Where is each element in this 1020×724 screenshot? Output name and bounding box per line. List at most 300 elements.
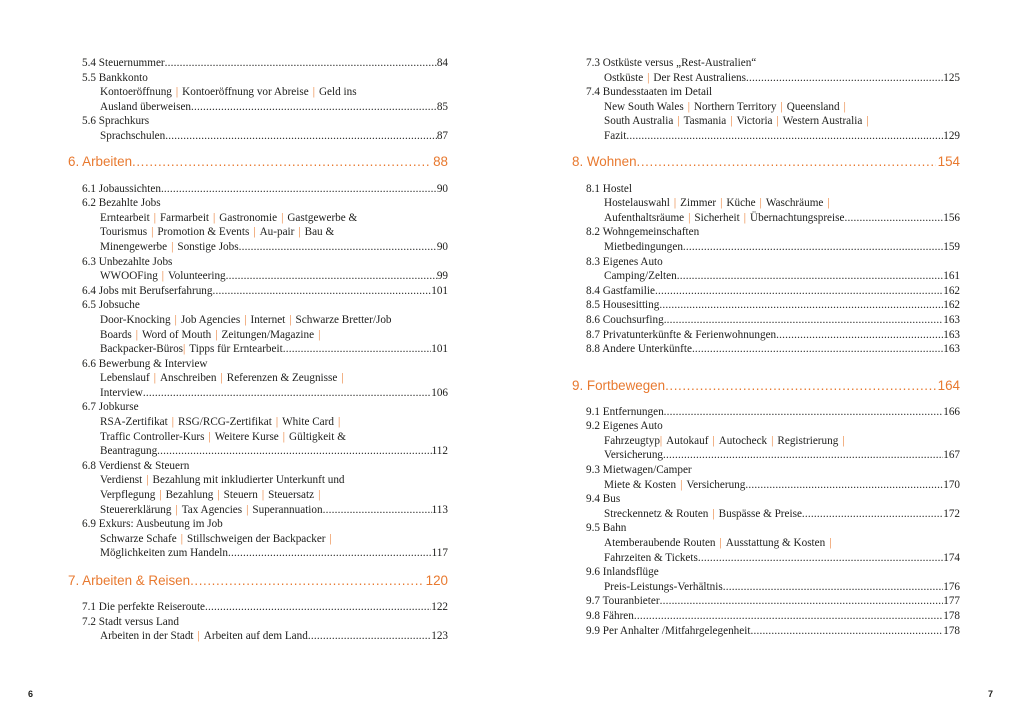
dot-leader [692,342,943,357]
entry-topic: Steuern [223,489,258,502]
toc-entry [586,521,960,536]
separator-bar: | [719,537,722,550]
separator-bar: | [659,434,663,447]
toc-entry[interactable] [586,342,960,357]
toc-entry[interactable] [586,609,960,624]
entry-text [100,240,239,255]
entry-text [586,624,750,639]
separator-bar: | [183,343,186,356]
entry-topic: Schwarze Bretter/Job [295,313,392,326]
toc-subentry[interactable] [586,551,960,566]
toc-subentry[interactable] [586,478,960,493]
dot-leader [659,298,943,313]
entry-page-number: 156 [943,211,960,224]
separator-bar: | [217,489,220,502]
toc-entry[interactable] [82,182,448,197]
entry-text [586,255,663,270]
entry-text [604,71,746,86]
entry-topic: Hostelauswahl [604,197,670,210]
toc-subentry[interactable] [82,240,448,255]
entry-text [82,400,139,415]
entry-page-number: 161 [943,270,960,283]
entry-topic: Anschreiben [159,372,217,385]
entry-page-number: 90 [436,182,448,195]
toc-subentry[interactable] [586,448,960,463]
separator-bar: | [341,372,344,385]
separator-bar: | [318,489,321,502]
chapter-heading[interactable] [572,378,960,393]
entry-text [604,448,663,463]
entry-topic: Kontoeröffnung [100,86,172,99]
toc-entry [82,196,448,211]
toc-subentry[interactable] [82,100,448,115]
entry-topic: New South Wales [604,100,684,113]
entry-page-number: 166 [943,405,960,418]
entry-text [100,225,334,240]
entry-topic: Weitere Kurse [214,430,279,443]
entry-topic: Preis-Leistungs-Verhältnis [604,580,723,593]
entry-topic: Camping/Zelten [604,270,677,283]
toc-column [572,56,960,638]
separator-bar: | [759,197,762,210]
entry-text [82,284,213,299]
separator-bar: | [146,474,149,487]
entry-topic: Steuererklärung [100,503,172,516]
separator-bar: | [743,211,747,224]
entry-topic: Traffic Controller-Kurs [100,430,205,443]
entry-text [586,182,632,197]
entry-topic: Arbeiten auf dem Land [203,630,308,643]
separator-bar: | [843,100,846,113]
separator-bar: | [171,416,174,429]
entry-page-number: 170 [943,478,960,491]
entry-topic: 7.1 Die perfekte Reiseroute [82,601,206,613]
toc-entry [82,517,448,532]
dot-leader [750,624,943,639]
separator-bar: | [647,71,650,84]
dot-leader [283,342,432,357]
entry-topic: Tourismus [100,226,148,239]
separator-bar: | [776,115,779,128]
entry-topic: Waschräume [765,197,824,210]
entry-topic: Tax Agencies [181,503,243,516]
entry-topic: 8.6 Couchsurfing [586,313,664,326]
entry-topic: Boards [100,328,132,341]
toc-subentry [82,328,448,343]
entry-topic: Sicherheit [694,211,740,224]
toc-subentry [82,430,448,445]
toc-subentry [586,196,960,211]
toc-entry[interactable] [82,284,448,299]
entry-text [82,459,189,474]
entry-page-number: 122 [431,601,448,613]
toc-entry [82,459,448,474]
entry-text [100,629,308,644]
toc-subentry[interactable] [586,211,960,226]
entry-text [100,503,323,518]
chapter-title: 8. Wohnen [572,153,637,169]
entry-topic: 6.9 Exkurs: Ausbeutung im Job [82,518,223,531]
dot-leader [665,378,936,393]
entry-text [586,521,626,536]
entry-topic: 9.5 Bahn [586,522,627,535]
toc-entry [586,56,960,71]
entry-text [100,415,344,430]
entry-topic: 6.1 Jobaussichten [82,182,161,195]
entry-topic: 6.6 Bewerbung & Interview [82,357,208,370]
toc-subentry[interactable] [586,269,960,284]
entry-text [82,71,148,86]
chapter-title: 9. Fortbewegen [572,377,666,393]
toc-subentry [82,532,448,547]
separator-bar: | [712,507,715,520]
entry-topic: Beantragung [100,445,158,458]
entry-text [100,269,226,284]
separator-bar: | [175,86,179,99]
toc-entry [586,565,960,580]
dot-leader [626,129,943,144]
dot-leader [132,154,431,169]
entry-topic: 8.5 Housesitting [586,299,660,312]
entry-topic: Versicherung [604,449,664,462]
entry-text [604,240,683,255]
toc-entry[interactable] [82,56,448,71]
entry-page-number: 112 [431,445,448,458]
entry-topic: Aufenthaltsräume [604,211,685,224]
entry-topic: Gastronomie [219,211,278,224]
toc-subentry[interactable] [82,129,448,144]
dot-leader [655,284,943,299]
entry-topic: Ausland überweisen [100,100,192,113]
entry-text [604,269,677,284]
entry-topic: 8.7 Privatunterkünfte & Ferienwohnungen [586,328,777,341]
dot-leader [802,507,943,522]
entry-topic: Streckennetz & Routen [604,507,709,520]
separator-bar: | [281,211,284,224]
separator-bar: | [829,537,832,550]
toc-subentry[interactable] [82,503,448,518]
entry-page-number: 101 [431,343,448,356]
entry-topic: 9.8 Fähren [586,610,634,622]
separator-bar: | [215,328,218,341]
toc-subentry[interactable] [586,507,960,522]
separator-bar: | [180,532,183,545]
entry-topic: WWOOFing [100,270,158,283]
entry-topic: Steuersatz [268,489,315,502]
entry-page-number: 90 [436,240,448,253]
entry-topic: Gültigkeit & [289,430,346,443]
entry-topic: Verpflegung [100,489,156,502]
separator-bar: | [680,478,683,491]
toc-entry [82,71,448,86]
entry-topic: Sonstige Jobs [177,240,239,253]
separator-bar: | [244,313,247,326]
entry-topic: Sprachschulen [100,129,166,142]
dot-leader [698,551,943,566]
separator-bar: | [780,100,783,113]
separator-bar: | [298,226,301,239]
separator-bar: | [337,416,341,429]
entry-text [604,478,745,493]
entry-topic: Registrierung [777,434,839,447]
toc-entry[interactable] [586,405,960,420]
entry-text [586,284,655,299]
chapter-heading[interactable] [68,573,448,588]
dot-leader [143,386,431,401]
entry-text [82,298,140,313]
entry-page-number: 84 [436,57,448,69]
entry-topic: 5.5 Bankkonto [82,71,148,84]
entry-text [82,357,208,372]
entry-text [100,85,357,100]
toc-entry [586,492,960,507]
entry-text [586,609,634,624]
entry-topic: White Card [282,416,334,429]
separator-bar: | [246,503,249,516]
toc-entry[interactable] [586,594,960,609]
entry-text [604,580,723,595]
entry-topic: 9.9 Per Anhalter /Mitfahrgelegenheit [586,624,751,637]
separator-bar: | [220,372,223,385]
entry-topic: Victoria [736,115,773,128]
entry-text [586,313,664,328]
toc-entry[interactable] [586,328,960,343]
dot-leader [660,594,944,609]
toc-subentry [82,488,448,503]
dot-leader [165,56,437,71]
entry-text [586,405,664,420]
toc-subentry[interactable] [586,240,960,255]
separator-bar: | [329,532,332,545]
entry-page-number: 129 [943,129,960,142]
dot-leader [157,444,431,459]
entry-page-number: 101 [431,284,448,297]
dot-leader [663,448,943,463]
entry-text [82,56,165,71]
entry-topic: Der Rest Australiens [653,71,746,84]
toc-entry[interactable] [586,298,960,313]
entry-text [82,517,223,532]
toc-entry[interactable] [82,600,448,615]
entry-text [100,430,346,445]
entry-page-number: 117 [431,547,448,560]
entry-topic: 7.2 Stadt versus Land [82,615,179,628]
entry-text [586,225,699,240]
entry-page-number: 106 [431,386,448,399]
separator-bar: | [213,211,216,224]
toc-subentry [82,313,448,328]
entry-text [586,419,663,434]
toc-entry [82,255,448,270]
entry-text [100,488,324,503]
entry-topic: Kontoeröffnung vor Abreise [182,86,309,99]
chapter-page-number: 88 [433,153,448,169]
separator-bar: | [312,86,315,99]
dot-leader [664,405,944,420]
entry-page-number: 163 [943,343,960,356]
entry-page-number: 99 [436,270,448,283]
entry-text [82,114,149,129]
toc-entry [586,182,960,197]
entry-topic: Northern Territory [693,100,777,113]
entry-text [586,56,756,71]
entry-topic: Ostküste [604,71,644,84]
entry-text [82,600,205,615]
separator-bar: | [771,434,774,447]
dot-leader [776,328,943,343]
dot-leader [190,573,424,588]
entry-page-number: 167 [943,449,960,462]
entry-page-number: 87 [436,129,448,142]
entry-topic: 9.2 Eigenes Auto [586,420,663,433]
dot-leader [746,71,943,86]
entry-topic: Atemberaubende Routen [604,537,716,550]
separator-bar: | [318,328,321,341]
dot-leader [191,100,437,115]
entry-topic: 8.8 Andere Unterkünfte [586,343,692,356]
entry-topic: Zimmer [680,197,717,210]
toc-entry[interactable] [586,624,960,639]
entry-topic: Bezahlung [165,489,214,502]
entry-topic: Zeitungen/Magazine [221,328,315,341]
entry-topic: Erntearbeit [100,211,150,224]
entry-text [604,551,698,566]
separator-bar: | [687,100,690,113]
entry-topic: Geld ins [318,86,357,99]
dot-leader [308,629,431,644]
entry-page-number: 178 [943,624,960,637]
entry-text [586,298,659,313]
separator-bar: | [866,115,869,128]
entry-topic: Farmarbeit [159,211,210,224]
entry-topic: 6.7 Jobkurse [82,401,139,414]
entry-topic: 6.4 Jobs mit Berufserfahrung [82,284,213,297]
entry-topic: Miete & Kosten [604,478,677,491]
separator-bar: | [208,430,211,443]
toc-entry[interactable] [586,284,960,299]
entry-page-number: 162 [943,299,960,312]
toc-subentry[interactable] [586,580,960,595]
toc-entry [586,225,960,240]
dot-leader [165,129,437,144]
dot-leader [637,154,936,169]
dot-leader [664,313,944,328]
entry-topic: Lebenslauf [100,372,150,385]
entry-topic: 5.4 Steuernummer [82,57,165,69]
entry-page-number: 85 [436,100,448,113]
toc-entry [586,419,960,434]
entry-page-number: 172 [943,507,960,520]
separator-bar: | [153,211,156,224]
entry-text [586,463,692,478]
dot-leader [634,609,943,624]
toc-subentry [586,100,960,115]
entry-topic: 7.3 Ostküste versus „Rest-Australien“ [586,57,757,69]
entry-topic: Internet [250,313,286,326]
entry-topic: Minengewerbe [100,240,168,253]
entry-topic: Mietbedingungen [604,240,683,253]
dot-leader [161,182,437,197]
chapter-page-number: 164 [937,377,960,393]
toc-subentry[interactable] [586,129,960,144]
entry-topic: Interview [100,386,143,399]
entry-topic: Referenzen & Zeugnisse [226,372,338,385]
entry-topic: 5.6 Sprachkurs [82,115,150,128]
entry-topic: Tipps für Erntearbeit [189,343,283,356]
toc-subentry[interactable] [586,71,960,86]
entry-text [604,129,626,144]
toc-entry[interactable] [586,313,960,328]
toc-subentry[interactable] [82,269,448,284]
chapter-title: 7. Arbeiten & Reisen [68,573,191,588]
dot-leader [677,269,944,284]
chapter-page-number: 120 [425,573,448,588]
toc-subentry[interactable] [82,386,448,401]
entry-topic: 9.4 Bus [586,493,621,506]
dot-leader [844,211,943,226]
separator-bar: | [174,313,177,326]
separator-bar: | [673,197,677,210]
dot-leader [205,600,431,615]
chapter-heading[interactable] [572,154,960,169]
toc-subentry[interactable] [82,444,448,459]
entry-topic: Versicherung [686,478,746,491]
entry-text [100,313,392,328]
toc-entry [586,255,960,270]
toc-subentry [586,114,960,129]
toc-column [68,56,448,644]
entry-text [586,85,712,100]
separator-bar: | [197,630,200,643]
entry-text [604,100,850,115]
entry-text [100,473,345,488]
entry-topic: 9.6 Inlandsflüge [586,566,659,579]
entry-topic: Autocheck [718,434,768,447]
entry-topic: Schwarze Schafe [100,532,177,545]
entry-topic: Arbeiten in der Stadt [100,630,194,643]
right-page [510,0,1020,724]
separator-bar: | [153,372,156,385]
toc-entry [82,400,448,415]
entry-text [586,342,692,357]
entry-text [100,328,324,343]
chapter-heading[interactable] [68,154,448,169]
dot-leader [323,503,432,518]
entry-topic: 9.7 Touranbieter [586,595,660,608]
entry-page-number: 176 [943,580,960,593]
dot-leader [683,240,943,255]
toc-entry [586,85,960,100]
entry-topic: Au-pair [259,226,295,239]
toc-subentry[interactable] [82,342,448,357]
toc-subentry [82,225,448,240]
entry-topic: Übernachtungspreise [750,211,845,224]
entry-topic: Fazit [604,129,627,142]
toc-subentry[interactable] [82,546,448,561]
entry-page-number: 178 [943,610,960,622]
page-number: 6 [28,689,34,699]
entry-topic: RSG/RCG-Zertifikat [177,416,272,429]
separator-bar: | [161,270,165,283]
entry-text [100,546,228,561]
toc-subentry [82,85,448,100]
separator-bar: | [688,211,691,224]
toc-subentry [82,473,448,488]
separator-bar: | [253,226,256,239]
entry-text [100,129,165,144]
entry-topic: 6.3 Unbezahlte Jobs [82,255,173,268]
toc-subentry[interactable] [82,629,448,644]
